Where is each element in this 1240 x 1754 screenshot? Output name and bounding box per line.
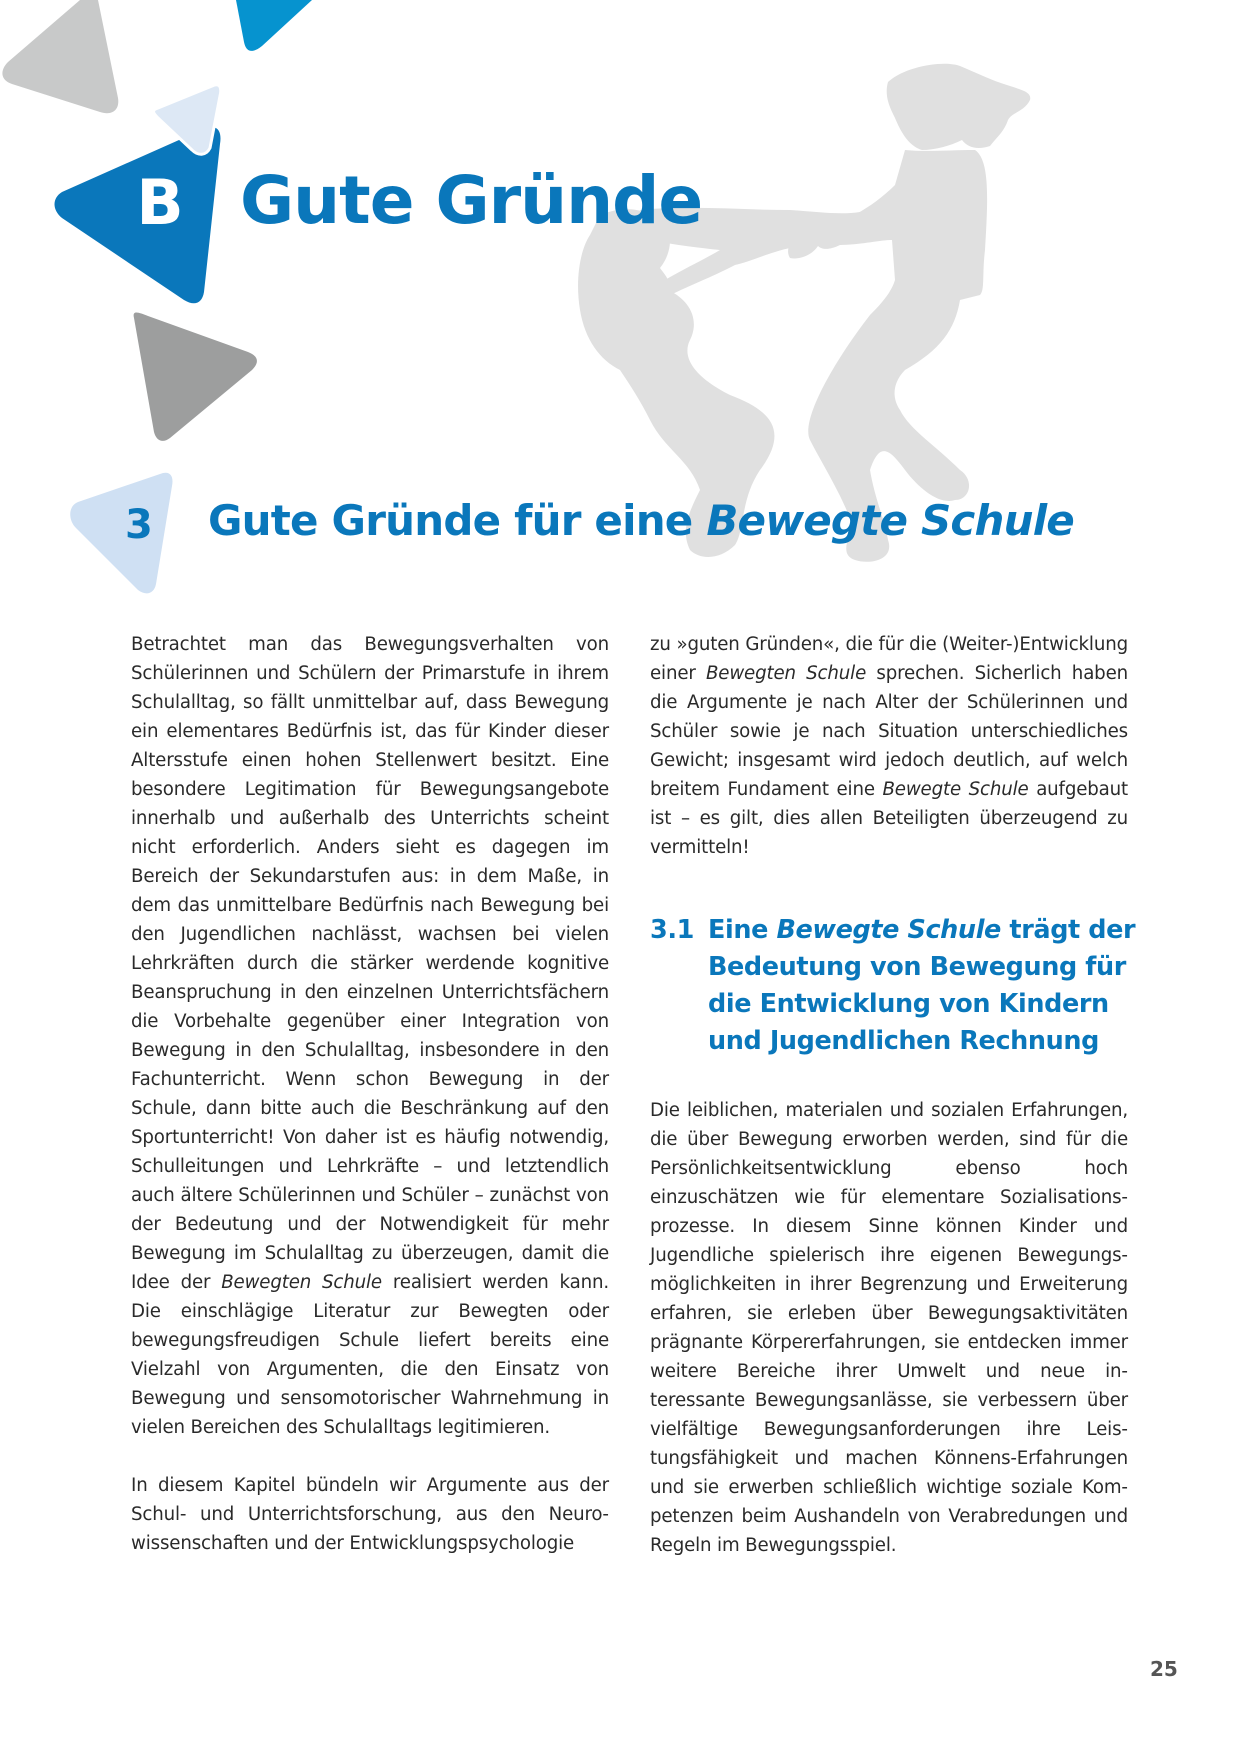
- section-title-italic: Bewegte Schule: [706, 496, 1074, 545]
- subsection-title-prefix: Eine: [708, 915, 777, 945]
- paragraph-italic-text: Bewegten Schule: [705, 663, 867, 684]
- section-title: [208, 498, 1074, 544]
- body-paragraph: Die leiblichen, materialen und sozialen Erfahrungen, die über Bewegung erworben werden, sind für die Persönlichkeitsentwicklung ebenso hoch einzuschätzen wie für elementare Sozialisationsprozesse. In diesem Sinne können Kinder und Jugendliche spielerisch ihre eigenen Bewegungsmöglichkeiten in ihrer Begrenzung und Erweiterung erfahren, sie erleben über Bewegungsaktivitäten prägnante Körpererfahrungen, sie entdecken immer weitere Bereiche ihrer Umwelt und neue interessante Bewegungsanlässe, sie verbessern über vielfältige Bewegungsanforderungen ihre Leistungsfähigkeit und machen Könnens-Erfahrungen und sie erwerben schließlich wichtige soziale Kompetenzen beim Aushandeln von Verabredungen und Regeln im Bewegungsspiel.: [650, 1100, 1128, 1556]
- subsection-title-italic: Bewegte Schule: [776, 915, 1001, 945]
- paragraph-text: realisiert werden kann. Die einschlägige Literatur zur Bewegten oder bewegungsfreudigen Schule liefert bereits eine Vielzahl von Argumenten, die den Einsatz von Bewegung und sensomotorischer Wahrnehmung in vielen Bereichen des Schulalltags legitimieren.: [131, 1272, 609, 1438]
- paragraph-text: zu »guten Gründen«, die für die (Weiter-)Entwicklung einer: [650, 634, 1128, 684]
- subsection-title: [708, 912, 1138, 1060]
- paragraph-text: Betrachtet man das Bewegungsverhalten von Schülerinnen und Schülern der Primarstufe in ihrem Schulalltag, so fällt unmittelbar auf, dass Bewegung ein elementares Bedürfnis ist, das für Kinder dieser Altersstufe einen hohen Stellenwert besitzt. Eine besondere Legitimation für Bewegungsangebote innerhalb und außerhalb des Unterrichts scheint nicht erforderlich. Anders sieht es dagegen im Bereich der Sekundarstufen aus: in dem Maße, in dem das unmittelbare Bedürfnis nach Bewegung bei den Jugendlichen nachlässt, wachsen bei vielen Lehrkräften durch die stärker werdende kognitive Beanspruchung in den einzelnen Unterrichtsfächern die Vorbehalte gegenüber einer Integration von Bewegung in den Schulalltag, insbesondere in den Fachunterricht. Wenn schon Bewegung in der Schule, dann bitte auch die Beschränkung auf den Sportunterricht! Von daher ist es häufig notwendig, Schulleitungen und Lehrkräfte – und letztendlich auch ältere Schülerinnen und Schüler – zunächst von der Bedeutung und der Notwendigkeit für mehr Bewegung im Schulalltag zu überzeugen, damit die Idee der: [131, 634, 609, 1293]
- decorative-triangle-bright-blue: [236, 0, 312, 51]
- section-number: 3: [125, 502, 153, 548]
- paragraph-italic-text: Bewegte Schule: [882, 779, 1029, 800]
- children-silhouette-image: [578, 64, 1030, 562]
- body-paragraph: [650, 630, 1128, 862]
- body-paragraph: [131, 630, 609, 1442]
- body-paragraph: In diesem Kapitel bündeln wir Argumente aus der Schul- und Unterrichtsforschung, aus den Neurowissenschaften und der Entwicklungspsychologie: [131, 1475, 609, 1554]
- chapter-letter: B: [136, 166, 184, 239]
- right-column-body: [650, 1096, 1128, 1560]
- right-column: [650, 630, 1128, 862]
- chapter-title-text: Gute Gründe: [240, 162, 703, 239]
- left-column: [131, 630, 609, 1558]
- paragraph-italic-text: Bewegten Schule: [221, 1272, 382, 1293]
- paragraph-text: sprechen. Sicherlich haben die Argumente je nach Alter der Schülerinnen und Schüler sowie je nach Situation unterschiedliches Gewicht; insgesamt wird jedoch deutlich, auf welch breitem Fundament eine: [650, 663, 1128, 800]
- chapter-title: [240, 162, 703, 239]
- section-title-prefix: Gute Gründe für eine: [208, 496, 707, 545]
- decorative-triangle-grey-light: [2, 0, 118, 113]
- paragraph-text: aufgebaut ist – es gilt, dies allen Beteiligten überzeugend zu vermitteln!: [650, 779, 1128, 858]
- decorative-triangle-grey-dark: [134, 313, 257, 441]
- subsection-number: 3.1: [650, 915, 694, 945]
- section-triangle-pale-blue: [70, 473, 172, 594]
- subsection-title-suffix: trägt der Bedeutung von Bewegung für die Entwicklung von Kindern und Jugendlichen Rechnung: [708, 915, 1136, 1056]
- page-number: 25: [1150, 1657, 1178, 1681]
